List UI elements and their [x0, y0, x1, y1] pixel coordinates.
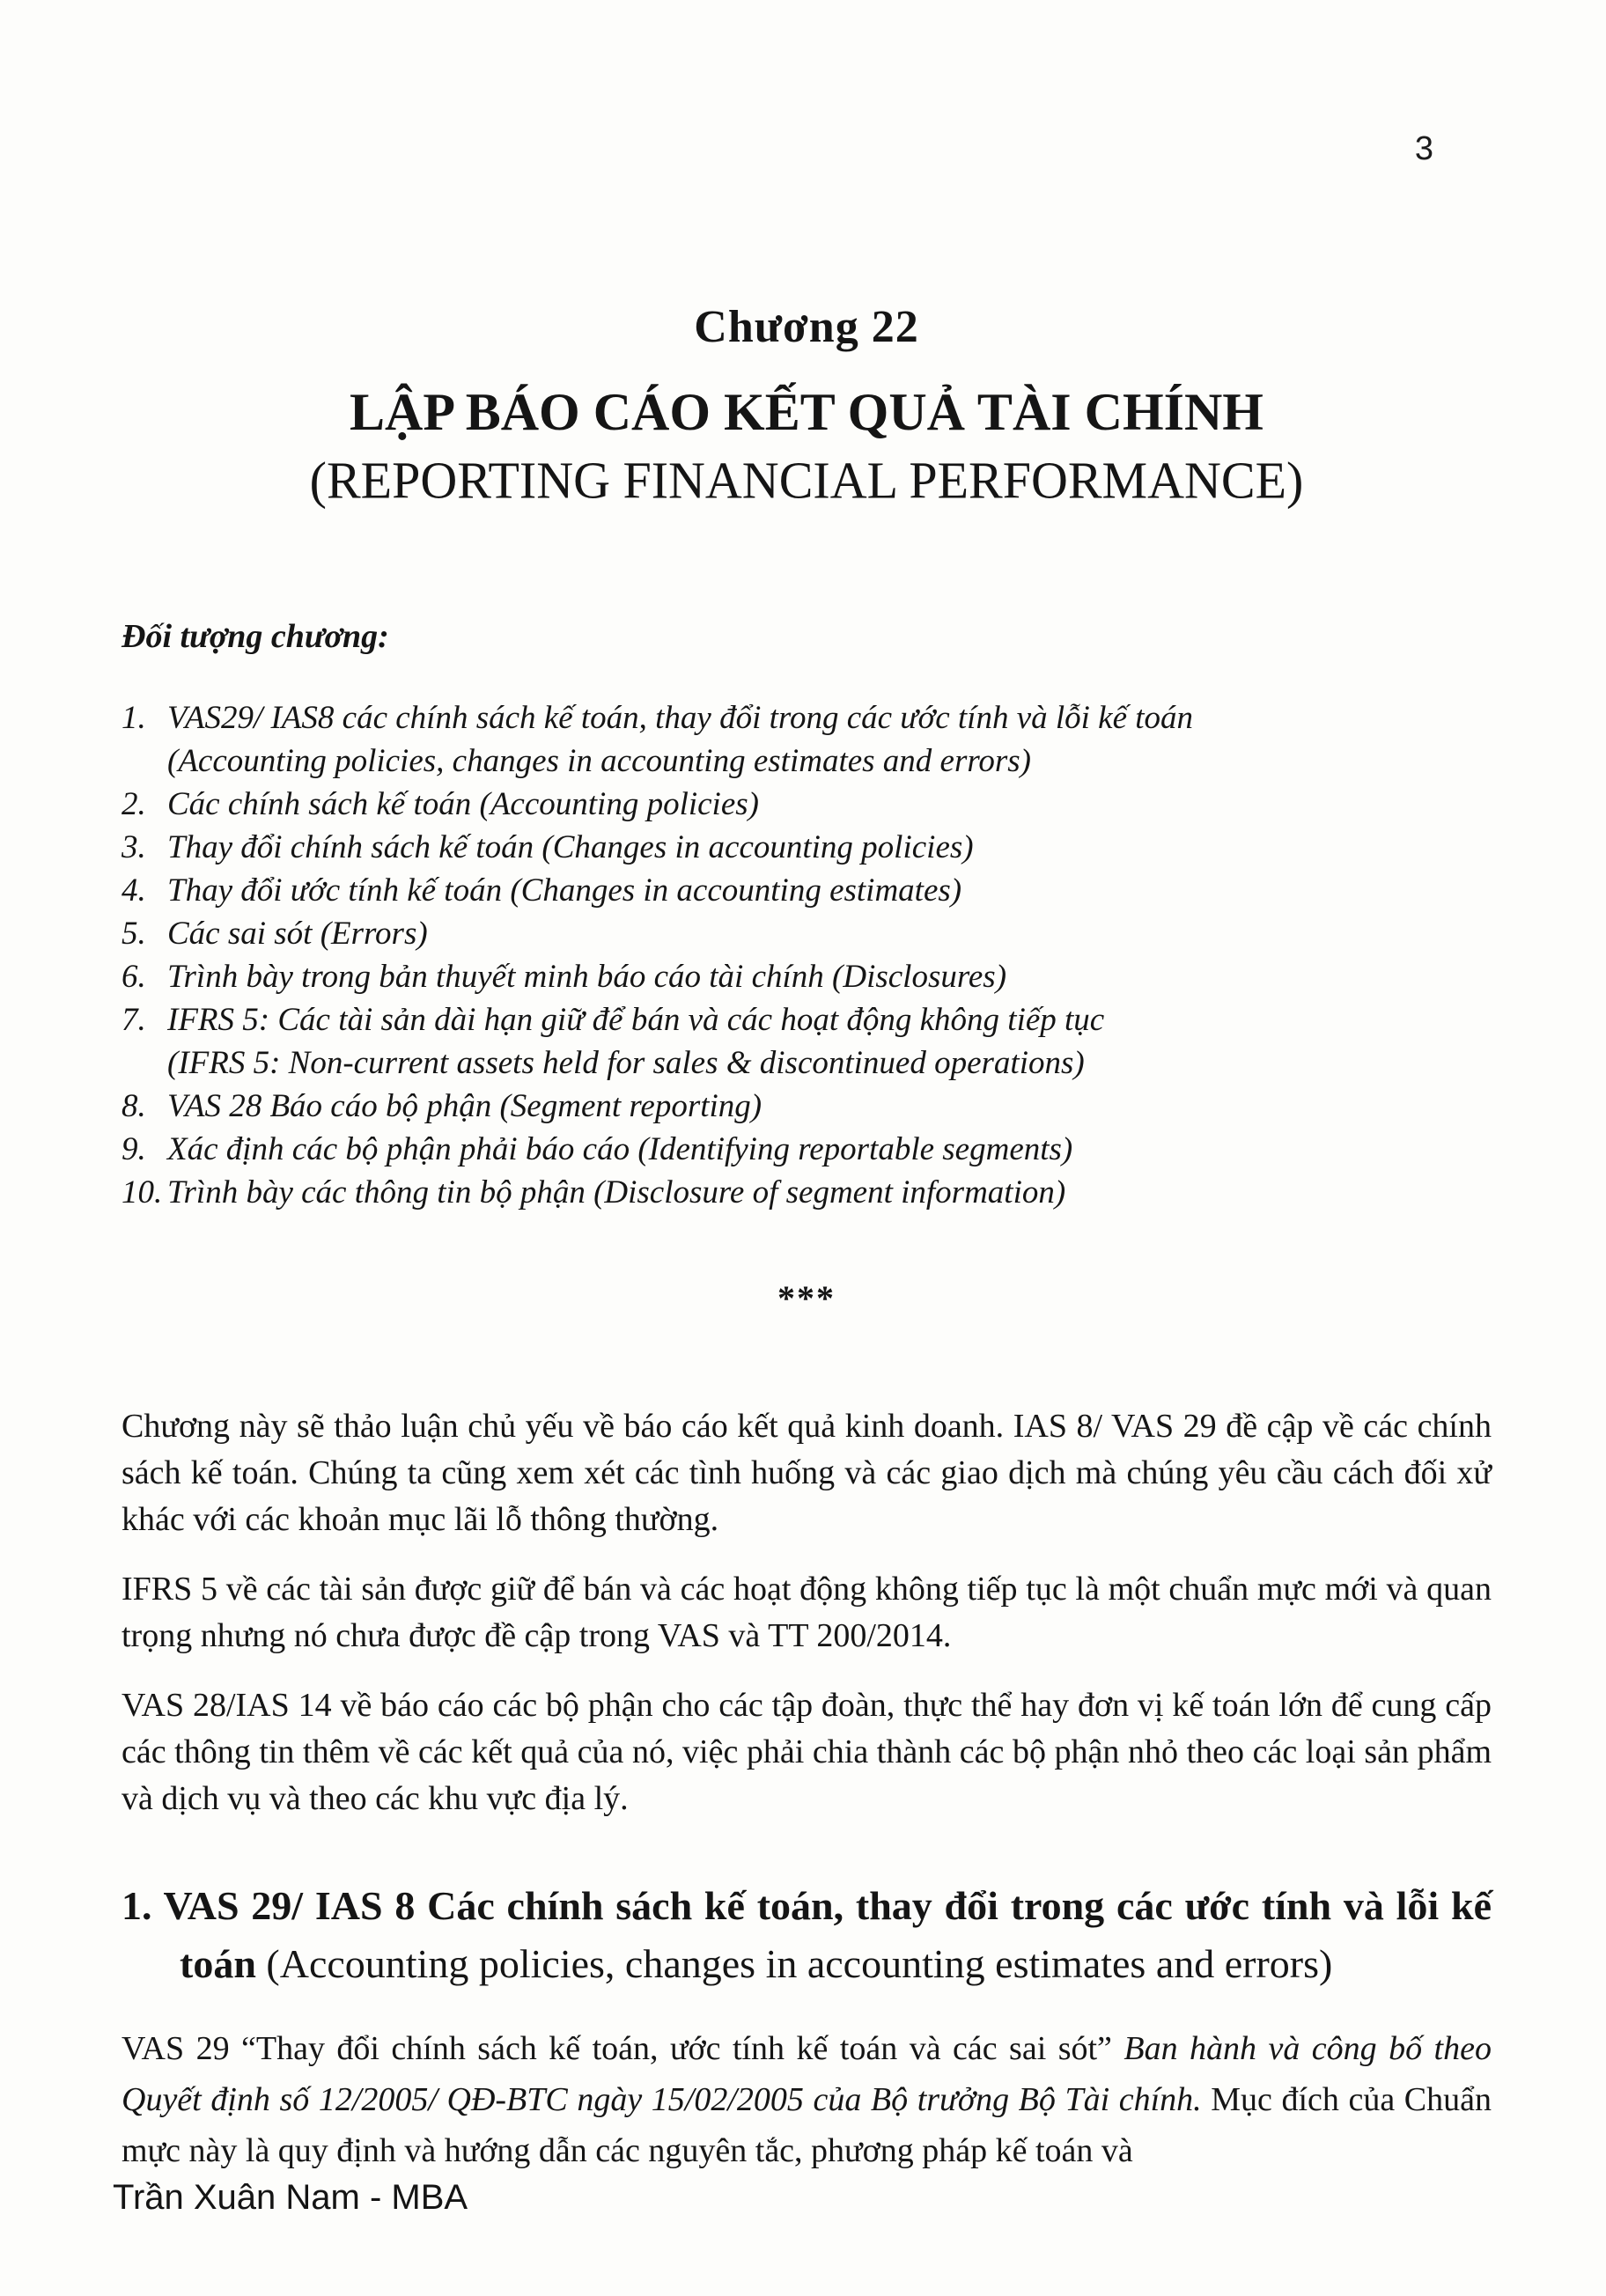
chapter-heading-block	[122, 301, 1492, 515]
list-item	[122, 1171, 1492, 1214]
list-item-text-continued: (IFRS 5: Non-current assets held for sales & discontinued operations)	[167, 1045, 1085, 1081]
page-content	[122, 0, 1492, 2176]
list-item-text: Trình bày trong bản thuyết minh báo cáo tài chính (Disclosures)	[167, 959, 1007, 995]
author-footer: Trần Xuân Nam - MBA	[113, 2178, 468, 2217]
vas29-text-normal-2: Mục đích của Chuẩn mực này là quy định và hướng dẫn các nguyên tắc, phương pháp kế toán và	[122, 2081, 1492, 2169]
list-item-number: 8.	[122, 1088, 146, 1124]
list-item	[122, 826, 1492, 869]
list-item-text: Thay đổi chính sách kế toán (Changes in accounting policies)	[167, 829, 974, 865]
list-item-number: 5.	[122, 916, 146, 952]
objectives-list	[122, 696, 1492, 1214]
list-item-text: VAS 28 Báo cáo bộ phận (Segment reporting)	[167, 1088, 762, 1124]
list-item	[122, 1128, 1492, 1171]
page-number: 3	[1414, 130, 1433, 167]
list-item-text: Các chính sách kế toán (Accounting policies)	[167, 786, 759, 822]
body-paragraph: Chương này sẽ thảo luận chủ yếu về báo cáo kết quả kinh doanh. IAS 8/ VAS 29 đề cập về các chính sách kế toán. Chúng ta cũng xem xét các tình huống và các giao dịch mà chúng yêu cầu cách đối xử khác với các khoản mục lãi lỗ thông thường.	[122, 1408, 1492, 1538]
list-item-number: 3.	[122, 829, 146, 865]
vas29-text-italic: Ban hành và công bố theo Quyết định số 12/2005/ QĐ-BTC ngày 15/02/2005 của Bộ trưởng Bộ Tài chính.	[122, 2030, 1492, 2118]
list-item-text-continued: (Accounting policies, changes in accounting estimates and errors)	[167, 743, 1032, 779]
list-item-text: Các sai sót (Errors)	[167, 916, 428, 952]
list-item-text: Thay đổi ước tính kế toán (Changes in accounting estimates)	[167, 872, 962, 909]
list-item-number: 10.	[122, 1174, 163, 1211]
section-1-heading-vietnamese: 1. VAS 29/ IAS 8 Các chính sách kế toán, thay đổi trong các ước tính và lỗi kế toán	[122, 1883, 1492, 1986]
list-item-number: 7.	[122, 1002, 146, 1038]
list-item-number: 9.	[122, 1131, 146, 1167]
section-separator: ***	[777, 1278, 836, 1318]
list-item	[122, 869, 1492, 912]
list-item	[122, 955, 1492, 998]
list-item-text: Trình bày các thông tin bộ phận (Disclosure of segment information)	[167, 1174, 1066, 1211]
chapter-title-english: (REPORTING FINANCIAL PERFORMANCE)	[309, 451, 1304, 510]
list-item-number: 2.	[122, 786, 146, 822]
vas29-paragraph	[122, 2023, 1492, 2176]
list-item-text: VAS29/ IAS8 các chính sách kế toán, thay đổi trong các ước tính và lỗi kế toán	[167, 700, 1194, 736]
list-item-number: 6.	[122, 959, 146, 995]
list-item	[122, 912, 1492, 955]
body-paragraph: VAS 28/IAS 14 về báo cáo các bộ phận cho các tập đoàn, thực thể hay đơn vị kế toán lớn để cung cấp các thông tin thêm về các kết quả của nó, việc phải chia thành các bộ phận nhỏ theo các loại sản phẩm và dịch vụ và theo các khu vực địa lý.	[122, 1687, 1492, 1817]
list-item-text: IFRS 5: Các tài sản dài hạn giữ để bán và các hoạt động không tiếp tục	[167, 1002, 1105, 1038]
chapter-kicker: Chương 22	[694, 302, 919, 352]
body-paragraph: IFRS 5 về các tài sản được giữ để bán và các hoạt động không tiếp tục là một chuẩn mực mới và quan trọng nhưng nó chưa được đề cập trong VAS và TT 200/2014.	[122, 1571, 1492, 1654]
list-item-text: Xác định các bộ phận phải báo cáo (Identifying reportable segments)	[167, 1131, 1073, 1167]
vas29-text-normal: VAS 29 “Thay đổi chính sách kế toán, ước tính kế toán và các sai sót”	[122, 2030, 1124, 2067]
chapter-title-vietnamese: LẬP BÁO CÁO KẾT QUẢ TÀI CHÍNH	[350, 383, 1263, 441]
list-item-number: 4.	[122, 872, 146, 909]
objectives-heading: Đối tượng chương:	[122, 618, 389, 655]
list-item	[122, 1085, 1492, 1128]
list-item-number: 1.	[122, 700, 146, 736]
section-1-heading-english: (Accounting policies, changes in accounting estimates and errors)	[266, 1941, 1333, 1986]
section-1-heading	[122, 1877, 1492, 1993]
list-item	[122, 696, 1492, 783]
list-item	[122, 998, 1492, 1085]
list-item	[122, 783, 1492, 826]
